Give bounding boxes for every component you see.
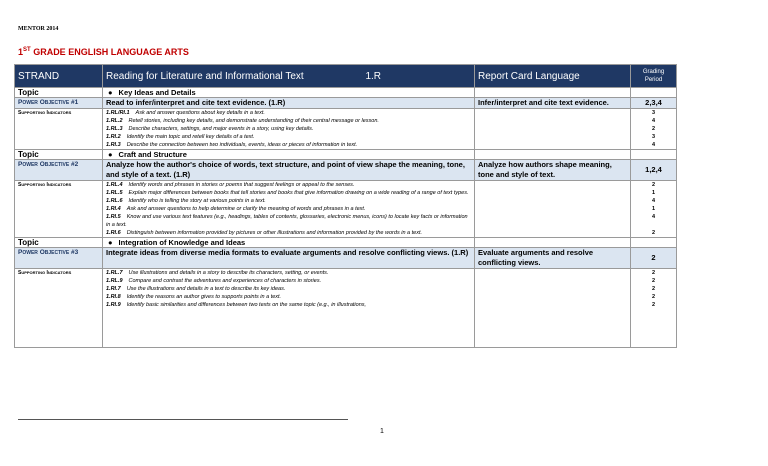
indicator-text: Identify words and phrases in stories or poems that suggest feelings or appeal to the senses. bbox=[128, 182, 355, 188]
indicator-grading: 4 bbox=[651, 214, 656, 220]
page-number: 1 bbox=[380, 428, 384, 435]
power-objective-number: #2 bbox=[71, 161, 79, 168]
indicator-grading-list bbox=[631, 181, 677, 238]
indicator-text: Identify the reasons an author gives to supports points in a text. bbox=[126, 294, 282, 300]
indicator-grading: 4 bbox=[651, 118, 656, 124]
indicator-text: Identify the main topic and retell key details of a text. bbox=[126, 134, 255, 140]
power-objective-number: #3 bbox=[71, 249, 79, 256]
report-card-text: Infer/interpret and cite text evidence. bbox=[475, 98, 631, 109]
topic-text: Integration of Knowledge and Ideas bbox=[118, 238, 246, 247]
supporting-indicators-label: Supporting Indicators bbox=[15, 181, 103, 238]
topic-title bbox=[103, 88, 475, 98]
indicator-grading: 2 bbox=[651, 302, 656, 308]
table-header-row bbox=[15, 65, 677, 88]
indicator-code: 1.RL.3 bbox=[106, 126, 123, 132]
indicator-item bbox=[106, 285, 471, 293]
indicator-grading: 4 bbox=[651, 198, 656, 204]
indicator-grading: 2 bbox=[651, 294, 656, 300]
indicator-text: Compare and contrast the adventures and experiences of characters in stories. bbox=[128, 278, 322, 284]
indicator-code: 1.RI.7 bbox=[106, 286, 121, 292]
indicator-item bbox=[106, 117, 471, 125]
indicator-text: Use the illustrations and details in a text to describe its key ideas. bbox=[126, 286, 286, 292]
indicator-text: Identify basic similarities and differences between two texts on the same topic (e.g., in illustrations, bbox=[126, 302, 367, 308]
indicator-text: Ask and answer questions about key details in a text. bbox=[135, 110, 265, 116]
indicator-text: Describe the connection between two individuals, events, ideas or pieces of information in text. bbox=[126, 142, 358, 148]
indicator-text: Explain major differences between books that tell stories and books that give information drawing on a wide reading of a range of text types. bbox=[128, 190, 469, 196]
indicator-text: Know and use various text features (e.g., headings, tables of contents, glossaries, electronic menus, icons) to locate key facts or information in a text. bbox=[106, 214, 468, 228]
indicator-code: 1.RI.5 bbox=[106, 214, 121, 220]
topic-text: Craft and Structure bbox=[118, 150, 187, 159]
indicator-grading: 3 bbox=[651, 134, 656, 140]
power-objective-number: #1 bbox=[71, 99, 79, 106]
bullet-icon: ● bbox=[108, 88, 113, 97]
report-card-text: Evaluate arguments and resolve conflicting views. bbox=[475, 248, 631, 269]
indicator-text: Describe characters, settings, and major events in a story, using key details. bbox=[128, 126, 314, 132]
indicator-item bbox=[106, 181, 471, 189]
power-objective-row bbox=[15, 248, 677, 269]
indicator-code: 1.RL.5 bbox=[106, 190, 123, 196]
indicator-code: 1.RL.2 bbox=[106, 118, 123, 124]
topic-row bbox=[15, 238, 677, 248]
indicator-item bbox=[106, 125, 471, 133]
power-objective-row bbox=[15, 160, 677, 181]
power-objective-label: Power Objective #2 bbox=[15, 160, 103, 181]
supporting-indicators-label: Supporting Indicators bbox=[15, 109, 103, 150]
indicator-item bbox=[106, 189, 471, 197]
grade-number: 1 bbox=[18, 47, 24, 57]
mentor-year: MENTOR 2014 bbox=[18, 26, 59, 32]
indicator-code: 1.RI.6 bbox=[106, 230, 121, 236]
reading-title: Reading for Literature and Informational Text bbox=[106, 70, 304, 82]
footer-rule bbox=[18, 419, 348, 420]
indicator-item bbox=[106, 141, 471, 149]
reading-header bbox=[103, 65, 475, 88]
power-objective-label: Power Objective #1 bbox=[15, 98, 103, 109]
indicator-grading-list bbox=[631, 269, 677, 348]
grading-period-header: Grading Period bbox=[631, 65, 677, 88]
topic-text: Key Ideas and Details bbox=[118, 88, 196, 97]
indicator-code: 1.RL.7 bbox=[106, 270, 123, 276]
document-title bbox=[18, 47, 189, 57]
power-objective-text: Analyze how the author's choice of words, text structure, and point of view shape the meaning, tone, and style of a text. (1.R) bbox=[103, 160, 475, 181]
indicator-item bbox=[106, 301, 471, 309]
indicator-code: 1.RI.4 bbox=[106, 206, 121, 212]
indicator-grading: 2 bbox=[651, 182, 656, 188]
indicator-list bbox=[103, 109, 475, 150]
indicator-text: Retell stories, including key details, and demonstrate understanding of their central message or lesson. bbox=[128, 118, 379, 124]
indicator-item bbox=[106, 277, 471, 285]
indicator-code: 1.RI.2 bbox=[106, 134, 121, 140]
topic-title bbox=[103, 238, 475, 248]
indicator-grading: 1 bbox=[651, 206, 656, 212]
indicator-code: 1.RI.9 bbox=[106, 302, 121, 308]
indicator-text: Ask and answer questions to help determine or clarify the meaning of words and phrases in a text. bbox=[126, 206, 366, 212]
supporting-indicators-row bbox=[15, 109, 677, 150]
indicator-text: Use illustrations and details in a story to describe its characters, setting, or events. bbox=[128, 270, 329, 276]
indicator-grading: 4 bbox=[651, 142, 656, 148]
indicator-code: 1.RL.9 bbox=[106, 278, 123, 284]
power-objective-text: Integrate ideas from diverse media formats to evaluate arguments and resolve conflicting views. (1.R) bbox=[103, 248, 475, 269]
indicator-grading-list bbox=[631, 109, 677, 150]
indicator-item bbox=[106, 197, 471, 205]
indicator-code: 1.RL.4 bbox=[106, 182, 123, 188]
indicator-text: Distinguish between information provided by pictures or other illustrations and information provided by the words in a text. bbox=[126, 230, 423, 236]
supporting-indicators-label: Supporting Indicators bbox=[15, 269, 103, 348]
supporting-indicators-row bbox=[15, 181, 677, 238]
indicator-item bbox=[106, 205, 471, 213]
indicator-item bbox=[106, 293, 471, 301]
grading-period-value: 1,2,4 bbox=[631, 160, 677, 181]
power-objective-row bbox=[15, 98, 677, 109]
indicator-grading: 2 bbox=[651, 278, 656, 284]
indicator-grading: 2 bbox=[651, 270, 656, 276]
ela-strand-table bbox=[14, 64, 677, 348]
grading-period-value: 2,3,4 bbox=[631, 98, 677, 109]
indicator-grading: 2 bbox=[651, 230, 656, 236]
bullet-icon: ● bbox=[108, 238, 113, 247]
indicator-item bbox=[106, 133, 471, 141]
indicator-code: 1.RL.6 bbox=[106, 198, 123, 204]
grading-period-value: 2 bbox=[631, 248, 677, 269]
strand-header: STRAND bbox=[15, 65, 103, 88]
reading-code: 1.R bbox=[365, 70, 381, 82]
indicator-list bbox=[103, 181, 475, 238]
indicator-grading: 2 bbox=[651, 126, 656, 132]
indicator-item bbox=[106, 213, 471, 229]
indicator-code: 1.RI.3 bbox=[106, 142, 121, 148]
indicator-grading: 3 bbox=[651, 110, 656, 116]
indicator-text: Identify who is telling the story at various points in a text. bbox=[128, 198, 266, 204]
indicator-code: 1.RI.8 bbox=[106, 294, 121, 300]
indicator-grading: 1 bbox=[651, 190, 656, 196]
indicator-item bbox=[106, 229, 471, 237]
bullet-icon: ● bbox=[108, 150, 113, 159]
indicator-list bbox=[103, 269, 475, 348]
supporting-indicators-row bbox=[15, 269, 677, 348]
indicator-item bbox=[106, 269, 471, 277]
topic-row bbox=[15, 150, 677, 160]
topic-label: Topic bbox=[15, 238, 103, 248]
topic-label: Topic bbox=[15, 88, 103, 98]
report-card-header: Report Card Language bbox=[475, 65, 631, 88]
indicator-code: 1.RL/RI.1 bbox=[106, 110, 130, 116]
topic-label: Topic bbox=[15, 150, 103, 160]
power-objective-label: Power Objective #3 bbox=[15, 248, 103, 269]
indicator-item bbox=[106, 109, 471, 117]
grade-suffix: ST bbox=[23, 47, 31, 53]
topic-title bbox=[103, 150, 475, 160]
report-card-text: Analyze how authors shape meaning, tone and style of text. bbox=[475, 160, 631, 181]
topic-row bbox=[15, 88, 677, 98]
grade-title-rest: GRADE ENGLISH LANGUAGE ARTS bbox=[30, 47, 189, 57]
indicator-grading: 2 bbox=[651, 286, 656, 292]
power-objective-text: Read to infer/interpret and cite text evidence. (1.R) bbox=[103, 98, 475, 109]
